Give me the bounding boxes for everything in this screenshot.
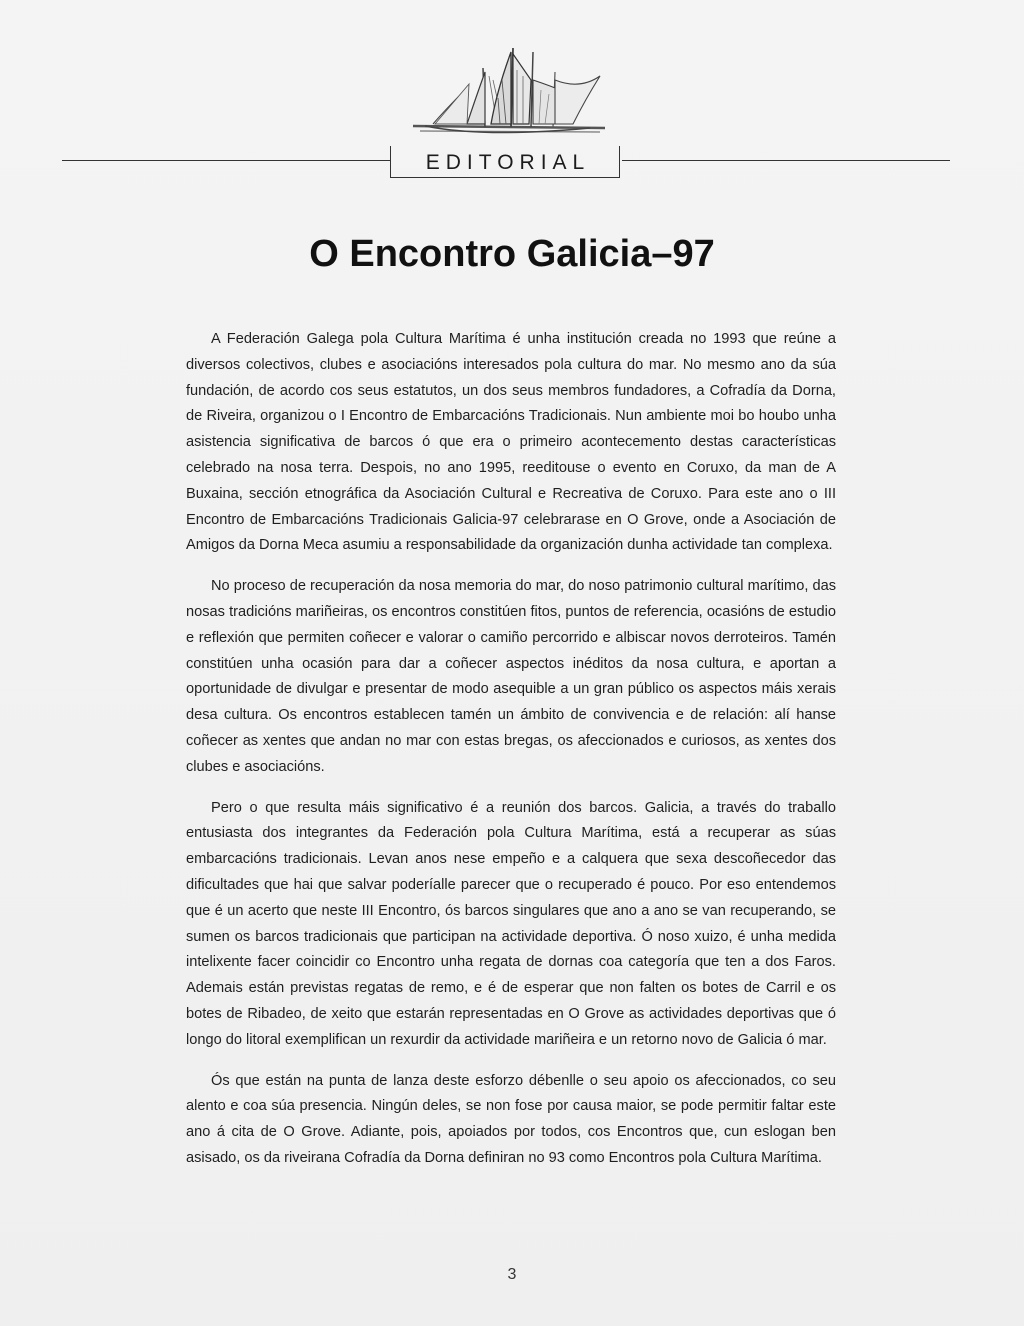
sailing-ship-icon: [405, 40, 620, 145]
section-label: EDITORIAL: [425, 151, 591, 174]
article-body: [186, 327, 836, 1187]
section-label-box: [390, 146, 620, 178]
paragraph: Pero o que resulta máis significativo é a reunión dos barcos. Galicia, a través do traballo entusiasta dos integrantes da Federación pola Cultura Marítima, está a recuperar as súas embarcacións tradicionais. Levan anos nese empeño e a calquera que sexa descoñecedor das dificultades que hai que salvar poderíalle parecer que o recuperado é pouco. Por eso entendemos que é un acerto que neste III Encontro, ós barcos singulares que ano a ano se van recuperando, se sumen os barcos tradicionais que participan na actividade deportiva. Ó noso xuizo, é unha medida intelixente facer coincidir co Encontro unha regata de dornas coa categoría que ten a dos Faros. Ademais están previstas regatas de remo, e é de esperar que non falten os botes de Carril e os botes de Ribadeo, de xeito que estarán representadas en O Grove as actividades deportivas que ó longo do litoral exemplifican un rexurdir da actividade mariñeira e un retorno novo de Galicia ó mar.: [186, 799, 836, 1048]
paragraph: Ós que están na punta de lanza deste esforzo débenlle o seu apoio os afeccionados, co seu alento e coa súa presencia. Ningún deles, se non fose por causa maior, se pode permitir faltar este ano á cita de O Grove. Adiante, pois, apoiados por todos, cos Encontros que, cun eslogan ben asisado, os da riveirana Cofradía da Dorna definiran no 93 como Encontros pola Cultura Marítima.: [186, 1072, 836, 1166]
paragraph: No proceso de recuperación da nosa memoria do mar, do noso patrimonio cultural marítimo, das nosas tradicións mariñeiras, os encontros constitúen fitos, puntos de referencia, ocasións de estudio e reflexión que permiten coñecer e valorar o camiño percorrido e albiscar novos derroteiros. Tamén constitúen unha ocasión para dar a coñecer aspectos inéditos da nosa cultura, e aportan a oportunidade de divulgar e presentar de modo asequible a un gran público os aspectos máis xerais desa cultura. Os encontros establecen tamén un ámbito de convivencia e de relación: alí hanse coñecer as xentes que andan no mar con estas bregas, os afeccionados e curiosos, as xentes dos clubes e asociacións.: [186, 578, 836, 775]
header-rule-right: [622, 160, 950, 161]
paragraph: A Federación Galega pola Cultura Marítima é unha institución creada no 1993 que reúne a diversos colectivos, clubes e asociacións interesados pola cultura do mar. No mesmo ano da súa fundación, de acordo cos seus estatutos, un dos seus membros fundadores, a Cofradía da Dorna, de Riveira, organizou o I Encontro de Embarcacións Tradicionais. Nun ambiente moi bo houbo unha asistencia significativa de barcos ó que era o primeiro acontecemento destas características celebrado na nosa terra. Despois, no ano 1995, reeditouse o evento en Coruxo, da man de A Buxaina, sección etnográfica da Asociación Cultural e Recreativa de Coruxo. Para este ano o III Encontro de Embarcacións Tradicionais Galicia-97 celebrarase en O Grove, onde a Asociación de Amigos da Dorna Meca asumiu a responsabilidade da organización dunha actividade tan complexa.: [186, 331, 836, 554]
header-rule-left: [62, 160, 390, 161]
page-number: 3: [507, 1266, 517, 1283]
article-headline: O Encontro Galicia–97: [309, 233, 715, 275]
